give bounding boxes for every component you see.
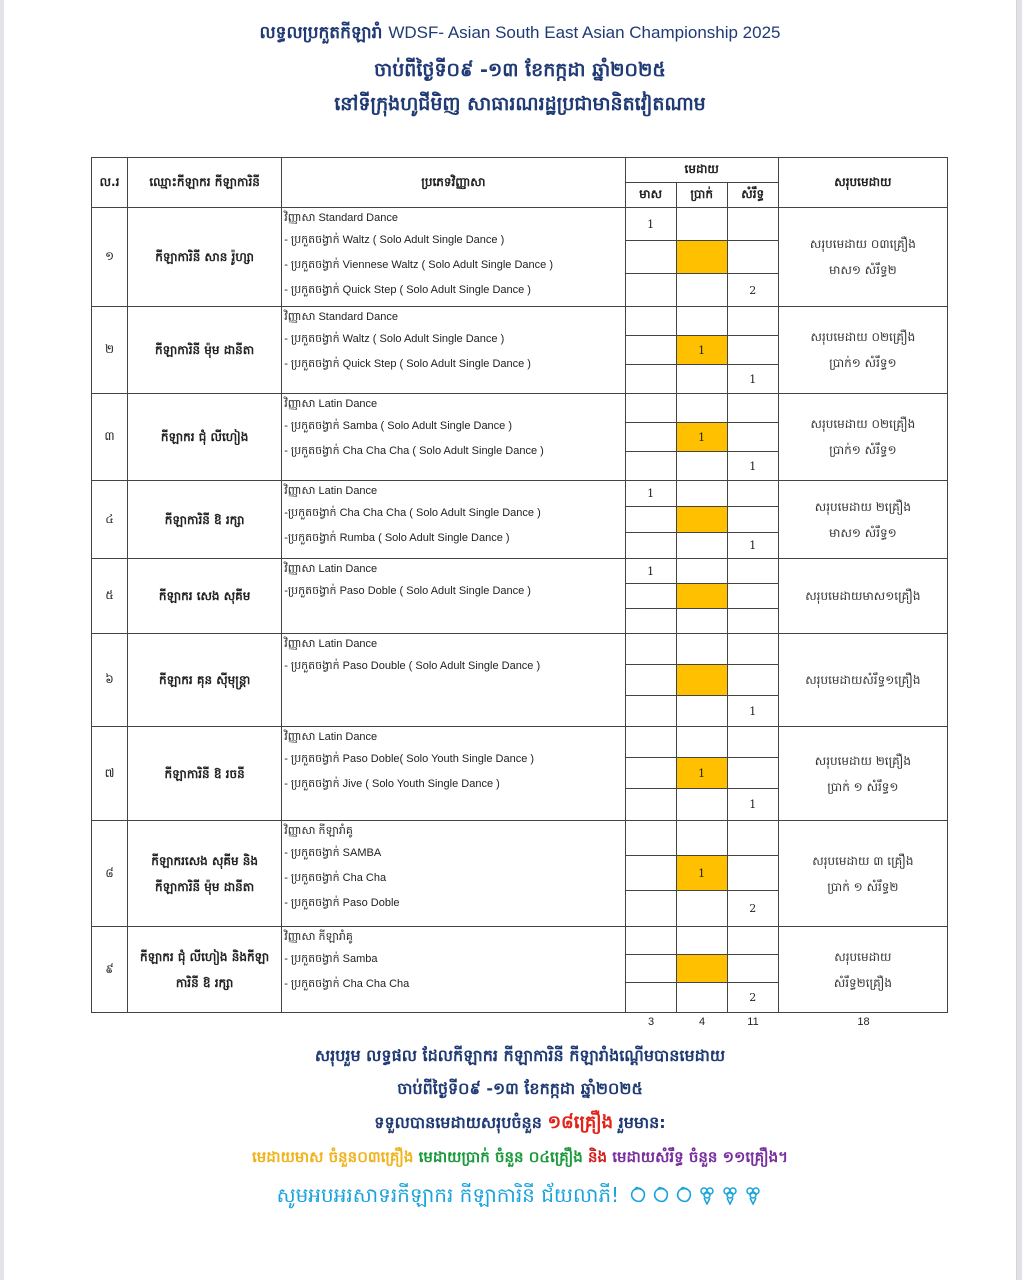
medal-gold-cell — [625, 927, 676, 955]
header-silver: ប្រាក់ — [676, 183, 727, 208]
header-name: ឈ្មោះកីឡាករ កីឡាការិនី — [128, 158, 282, 208]
medal-gold-cell — [625, 274, 676, 307]
header-no: ល.រ — [92, 158, 128, 208]
medal-silver-cell — [676, 696, 727, 727]
event-list — [282, 927, 625, 1013]
table-row — [92, 208, 948, 241]
table-row — [92, 481, 948, 507]
row-number: ៥ — [92, 559, 128, 634]
summary-line: សរុបមេដាយ ៣ គ្រឿង — [812, 853, 914, 868]
summary-line: ប្រាក់១ សំរឹទ្ធ១ — [829, 443, 897, 457]
event-category: វិញ្ញាសា Latin Dance — [284, 485, 378, 497]
emoji-row — [625, 1183, 763, 1207]
row-number: ៧ — [92, 727, 128, 821]
athlete-name: កីឡាការិនី ឱ រក្សា — [128, 481, 282, 559]
medal-bronze-cell — [727, 481, 778, 507]
medal-gold-cell — [625, 758, 676, 789]
summary-line: សរុបមេដាយ ០២គ្រឿង — [810, 330, 916, 344]
event-item: - ប្រកួតចង្វាក់ Paso Doble( Solo Youth Single Dance ) — [284, 753, 535, 765]
row-number: ៩ — [92, 927, 128, 1013]
medal-silver-cell: 1 — [676, 336, 727, 365]
row-number: ២ — [92, 307, 128, 394]
event-category: វិញ្ញាសា Standard Dance — [284, 212, 398, 224]
medal-bronze-cell: 1 — [727, 696, 778, 727]
total-all: 18 — [857, 1016, 870, 1028]
medal-gold-cell — [625, 394, 676, 423]
medal-bronze-cell — [727, 559, 778, 584]
medal-bronze-cell — [727, 307, 778, 336]
medal-silver-cell — [676, 365, 727, 394]
total-gold: 3 — [647, 1016, 655, 1028]
event-list — [282, 208, 625, 307]
document-title — [0, 22, 1022, 47]
medal-bronze-cell — [727, 727, 778, 758]
event-item: - ប្រកួតចង្វាក់ Quick Step ( Solo Adult Single Dance ) — [284, 284, 531, 296]
event-category: វិញ្ញាសា Standard Dance — [284, 311, 398, 323]
summary-line: សរុបមេដាយសំរឹទ្ធ១គ្រឿង — [805, 673, 921, 687]
event-item: - ប្រកួតចង្វាក់ Viennese Waltz ( Solo Adult Single Dance ) — [284, 259, 553, 271]
medal-bronze-cell: 1 — [727, 452, 778, 481]
congrats-text: សូមអបអរសាទរកីឡាករ កីឡាការិនី ជ័យលាភី! — [276, 1183, 620, 1207]
athlete-name: កីឡាការិនី ឱ រចនី — [128, 727, 282, 821]
medal-silver-cell — [676, 394, 727, 423]
bouquet-icon — [720, 1185, 740, 1205]
medal-gold-cell: 1 — [625, 559, 676, 584]
medal-gold-cell: 1 — [625, 208, 676, 241]
medal-summary — [778, 307, 947, 394]
event-list — [282, 821, 625, 927]
medal-gold-cell — [625, 452, 676, 481]
header-medals: មេដាយ — [625, 158, 778, 183]
footer-breakdown — [0, 1148, 1022, 1170]
title-latin: WDSF- Asian South East Asian Championship 2025 — [388, 23, 781, 42]
event-item: - ប្រកួតចង្វាក់ Cha Cha Cha — [284, 978, 410, 990]
athlete-name: កីឡាករ សេង សុគីម — [128, 559, 282, 634]
medal-bronze-cell — [727, 423, 778, 452]
medal-bronze-cell: 1 — [727, 789, 778, 821]
row-number: ៣ — [92, 394, 128, 481]
medal-gold-cell — [625, 307, 676, 336]
medal-gold-cell — [625, 584, 676, 609]
medal-bronze-cell — [727, 955, 778, 983]
medal-silver-cell — [676, 452, 727, 481]
summary-line: សរុបមេដាយ ២គ្រឿង — [814, 499, 911, 514]
medal-silver-cell — [676, 481, 727, 507]
athlete-name: កីឡាការិនី ម៉ុម ដានីតា — [128, 307, 282, 394]
event-list — [282, 634, 625, 727]
athlete-name: កីឡាករ គុន ស៊ីមុន្រ្តា — [128, 634, 282, 727]
title-khmer: លទ្ធលប្រកួតកីឡារាំ — [259, 23, 383, 43]
footer-total-count: ១៨គ្រឿង — [547, 1112, 614, 1133]
medal-silver-cell — [676, 208, 727, 241]
total-bronze: 11 — [747, 1016, 759, 1028]
bouquet-icon — [697, 1185, 717, 1205]
event-list — [282, 481, 625, 559]
footer-congrats — [0, 1182, 1022, 1212]
summary-line: សរុបមេដាយ ២គ្រឿង — [814, 753, 911, 768]
medal-gold-cell — [625, 891, 676, 927]
summary-line: ប្រាក់ ១ សំរឹទ្ធ២ — [827, 879, 899, 894]
medal-bronze-cell: 1 — [727, 533, 778, 559]
event-category: វិញ្ញាសា Latin Dance — [284, 398, 378, 410]
event-category: វិញ្ញាសា Latin Dance — [284, 731, 378, 743]
summary-line: ប្រាក់ ១ សំរឹទ្ធ១ — [827, 779, 899, 794]
medal-bronze-cell — [727, 856, 778, 891]
medal-gold-cell — [625, 507, 676, 533]
medal-silver-cell — [676, 789, 727, 821]
medal-gold-cell — [625, 365, 676, 394]
row-number: ៦ — [92, 634, 128, 727]
footer-and: និង — [587, 1148, 607, 1166]
event-item: - ប្រកួតចង្វាក់ Samba — [284, 953, 378, 965]
footer-silver-count: មេដាយប្រាក់ ចំនួន ០៤គ្រឿង — [418, 1148, 583, 1166]
medal-silver-cell — [676, 307, 727, 336]
event-category: វិញ្ញាសា Latin Dance — [284, 638, 378, 650]
event-item: - ប្រកួតចង្វាក់ SAMBA — [284, 847, 382, 859]
medal-gold-cell — [625, 423, 676, 452]
event-item: - ប្រកួតចង្វាក់ Jive ( Solo Youth Single Dance ) — [284, 778, 500, 790]
row-number: ៤ — [92, 481, 128, 559]
medal-bronze-cell — [727, 634, 778, 665]
medal-silver-cell: 1 — [676, 856, 727, 891]
medal-silver-cell — [676, 241, 727, 274]
summary-line: សំរឹទ្ធ២គ្រឿង — [833, 975, 892, 990]
row-number: ១ — [92, 208, 128, 307]
athlete-name: កីឡាករសេង សុគីម និង កីឡាការិនី ម៉ុម ដានីតា — [128, 821, 282, 927]
footer-dates: ចាប់ពីថ្ងៃទី០៩ -១៣ ខែកក្កដា ឆ្នាំ២០២៥ — [397, 1079, 643, 1098]
athlete-name: កីឡាករ ជុំ លីហៀង — [128, 394, 282, 481]
event-item: -ប្រកួតចង្វាក់ Rumba ( Solo Adult Single Dance ) — [284, 532, 510, 544]
medal-summary — [778, 821, 947, 927]
header-bronze: សំរឹទ្ធ — [727, 183, 778, 208]
summary-line: សរុបមេដាយ ០៣គ្រឿង — [809, 237, 916, 251]
event-item: -ប្រកួតចង្វាក់ Paso Doble ( Solo Adult Single Dance ) — [284, 585, 531, 597]
medal-silver-cell — [676, 955, 727, 983]
medal-silver-cell — [676, 274, 727, 307]
athlete-name: កីឡាការិនី សាន រ៉ូហ្សា — [128, 208, 282, 307]
footer-total-prefix: ទទួលបានមេដាយសរុបចំនួន — [374, 1113, 542, 1132]
clapping-hands-icon — [628, 1185, 648, 1205]
medal-bronze-cell — [727, 507, 778, 533]
medal-silver-cell — [676, 727, 727, 758]
medal-bronze-cell: 2 — [727, 983, 778, 1013]
medal-summary — [778, 727, 947, 821]
medal-silver-cell — [676, 533, 727, 559]
event-list — [282, 394, 625, 481]
medal-summary — [778, 481, 947, 559]
footer-summary-line: សរុបរួម លទ្ធផល ដែលកីឡាករ កីឡាការិនី កីឡារាំងណ្ដើមបានមេដាយ — [314, 1046, 726, 1065]
medal-bronze-cell — [727, 241, 778, 274]
medal-bronze-cell — [727, 758, 778, 789]
medal-bronze-cell — [727, 584, 778, 609]
medal-gold-cell — [625, 856, 676, 891]
medal-bronze-cell: 1 — [727, 365, 778, 394]
event-item: - ប្រកួតចង្វាក់ Cha Cha — [284, 872, 387, 884]
medal-summary — [778, 394, 947, 481]
footer-gold-count: មេដាយមាស ចំនួន០៣គ្រឿង — [252, 1148, 414, 1166]
table-row — [92, 634, 948, 665]
event-category: វិញ្ញាសា កីឡារាំគូ — [284, 931, 353, 943]
medal-bronze-cell: 2 — [727, 891, 778, 927]
table-row — [92, 394, 948, 423]
footer-bronze-count: មេដាយសំរឹទ្ធ ចំនួន ១១គ្រឿង។ — [612, 1148, 788, 1166]
total-silver: 4 — [698, 1016, 706, 1028]
medal-summary — [778, 634, 947, 727]
medal-silver-cell — [676, 891, 727, 927]
medal-silver-cell — [676, 821, 727, 856]
medal-silver-cell — [676, 584, 727, 609]
header-event: ប្រភេទវិញ្ញាសា — [282, 158, 625, 208]
medal-gold-cell — [625, 336, 676, 365]
medal-gold-cell — [625, 241, 676, 274]
table-row — [92, 927, 948, 955]
summary-line: មាស១ សំរឹទ្ធ២ — [829, 263, 897, 277]
totals-row — [0, 1016, 1022, 1032]
medal-silver-cell — [676, 507, 727, 533]
event-list — [282, 559, 625, 634]
medal-silver-cell — [676, 983, 727, 1013]
medal-gold-cell — [625, 533, 676, 559]
event-category: វិញ្ញាសា កីឡារាំគូ — [284, 825, 353, 837]
medal-bronze-cell — [727, 609, 778, 634]
medal-gold-cell — [625, 821, 676, 856]
event-list — [282, 727, 625, 821]
event-category: វិញ្ញាសា Latin Dance — [284, 563, 378, 575]
medal-silver-cell — [676, 559, 727, 584]
event-list — [282, 307, 625, 394]
footer-total-line — [0, 1110, 1022, 1137]
medal-bronze-cell — [727, 821, 778, 856]
medal-gold-cell — [625, 609, 676, 634]
header-gold: មាស — [625, 183, 676, 208]
medal-gold-cell — [625, 696, 676, 727]
medal-bronze-cell — [727, 208, 778, 241]
medal-silver-cell — [676, 665, 727, 696]
table-row — [92, 559, 948, 584]
medal-gold-cell — [625, 727, 676, 758]
medal-silver-cell — [676, 634, 727, 665]
medal-gold-cell — [625, 789, 676, 821]
medal-gold-cell — [625, 955, 676, 983]
medal-bronze-cell — [727, 394, 778, 423]
summary-line: សរុបមេដាយ ០២គ្រឿង — [810, 417, 916, 431]
event-item: -ប្រកួតចង្វាក់ Cha Cha Cha ( Solo Adult Single Dance ) — [284, 507, 541, 519]
medal-bronze-cell: 2 — [727, 274, 778, 307]
event-item: - ប្រកួតចង្វាក់ Waltz ( Solo Adult Single Dance ) — [284, 234, 505, 246]
summary-line: មាស១ សំរឹទ្ធ១ — [829, 525, 897, 540]
medal-silver-cell: 1 — [676, 423, 727, 452]
summary-line: សរុបមេដាយ — [834, 949, 892, 964]
document-dates: ចាប់ពីថ្ងៃទី០៩ -១៣ ខែកក្កដា ឆ្នាំ២០២៥ — [374, 59, 666, 81]
results-table — [91, 157, 948, 1013]
medal-bronze-cell — [727, 927, 778, 955]
table-row — [92, 821, 948, 856]
medal-silver-cell — [676, 927, 727, 955]
medal-summary — [778, 208, 947, 307]
medal-bronze-cell — [727, 336, 778, 365]
event-item: - ប្រកួតចង្វាក់ Paso Double ( Solo Adult Single Dance ) — [284, 660, 541, 672]
document-location: នៅទីក្រុងហូជីមិញ សាធារណរដ្ឋប្រជាមានិតវៀតណាម — [334, 93, 706, 115]
athlete-name: កីឡាករ ជុំ លីហៀង និងកីឡាការិនី ឱ រក្សា — [128, 927, 282, 1013]
medal-bronze-cell — [727, 665, 778, 696]
footer-total-suffix: រួមមាន: — [618, 1113, 666, 1132]
clapping-hands-icon — [651, 1185, 671, 1205]
row-number: ៨ — [92, 821, 128, 927]
medal-silver-cell — [676, 609, 727, 634]
clapping-hands-icon — [674, 1185, 694, 1205]
event-item: - ប្រកួតចង្វាក់ Quick Step ( Solo Adult Single Dance ) — [284, 358, 531, 370]
medal-summary — [778, 927, 947, 1013]
header-summary: សរុបមេដាយ — [778, 158, 947, 208]
medal-summary — [778, 559, 947, 634]
medal-gold-cell — [625, 983, 676, 1013]
medal-gold-cell — [625, 634, 676, 665]
bouquet-icon — [743, 1185, 763, 1205]
event-item: - ប្រកួតចង្វាក់ Cha Cha Cha ( Solo Adult Single Dance ) — [284, 445, 544, 457]
event-item: - ប្រកួតចង្វាក់ Paso Doble — [284, 897, 400, 909]
medal-gold-cell — [625, 665, 676, 696]
medal-silver-cell: 1 — [676, 758, 727, 789]
event-item: - ប្រកួតចង្វាក់ Waltz ( Solo Adult Single Dance ) — [284, 333, 505, 345]
medal-gold-cell: 1 — [625, 481, 676, 507]
table-row — [92, 727, 948, 758]
summary-line: ប្រាក់១ សំរឹទ្ធ១ — [829, 356, 897, 370]
summary-line: សរុបមេដាយមាស១គ្រឿង — [805, 589, 921, 603]
table-row — [92, 307, 948, 336]
event-item: - ប្រកួតចង្វាក់ Samba ( Solo Adult Single Dance ) — [284, 420, 513, 432]
